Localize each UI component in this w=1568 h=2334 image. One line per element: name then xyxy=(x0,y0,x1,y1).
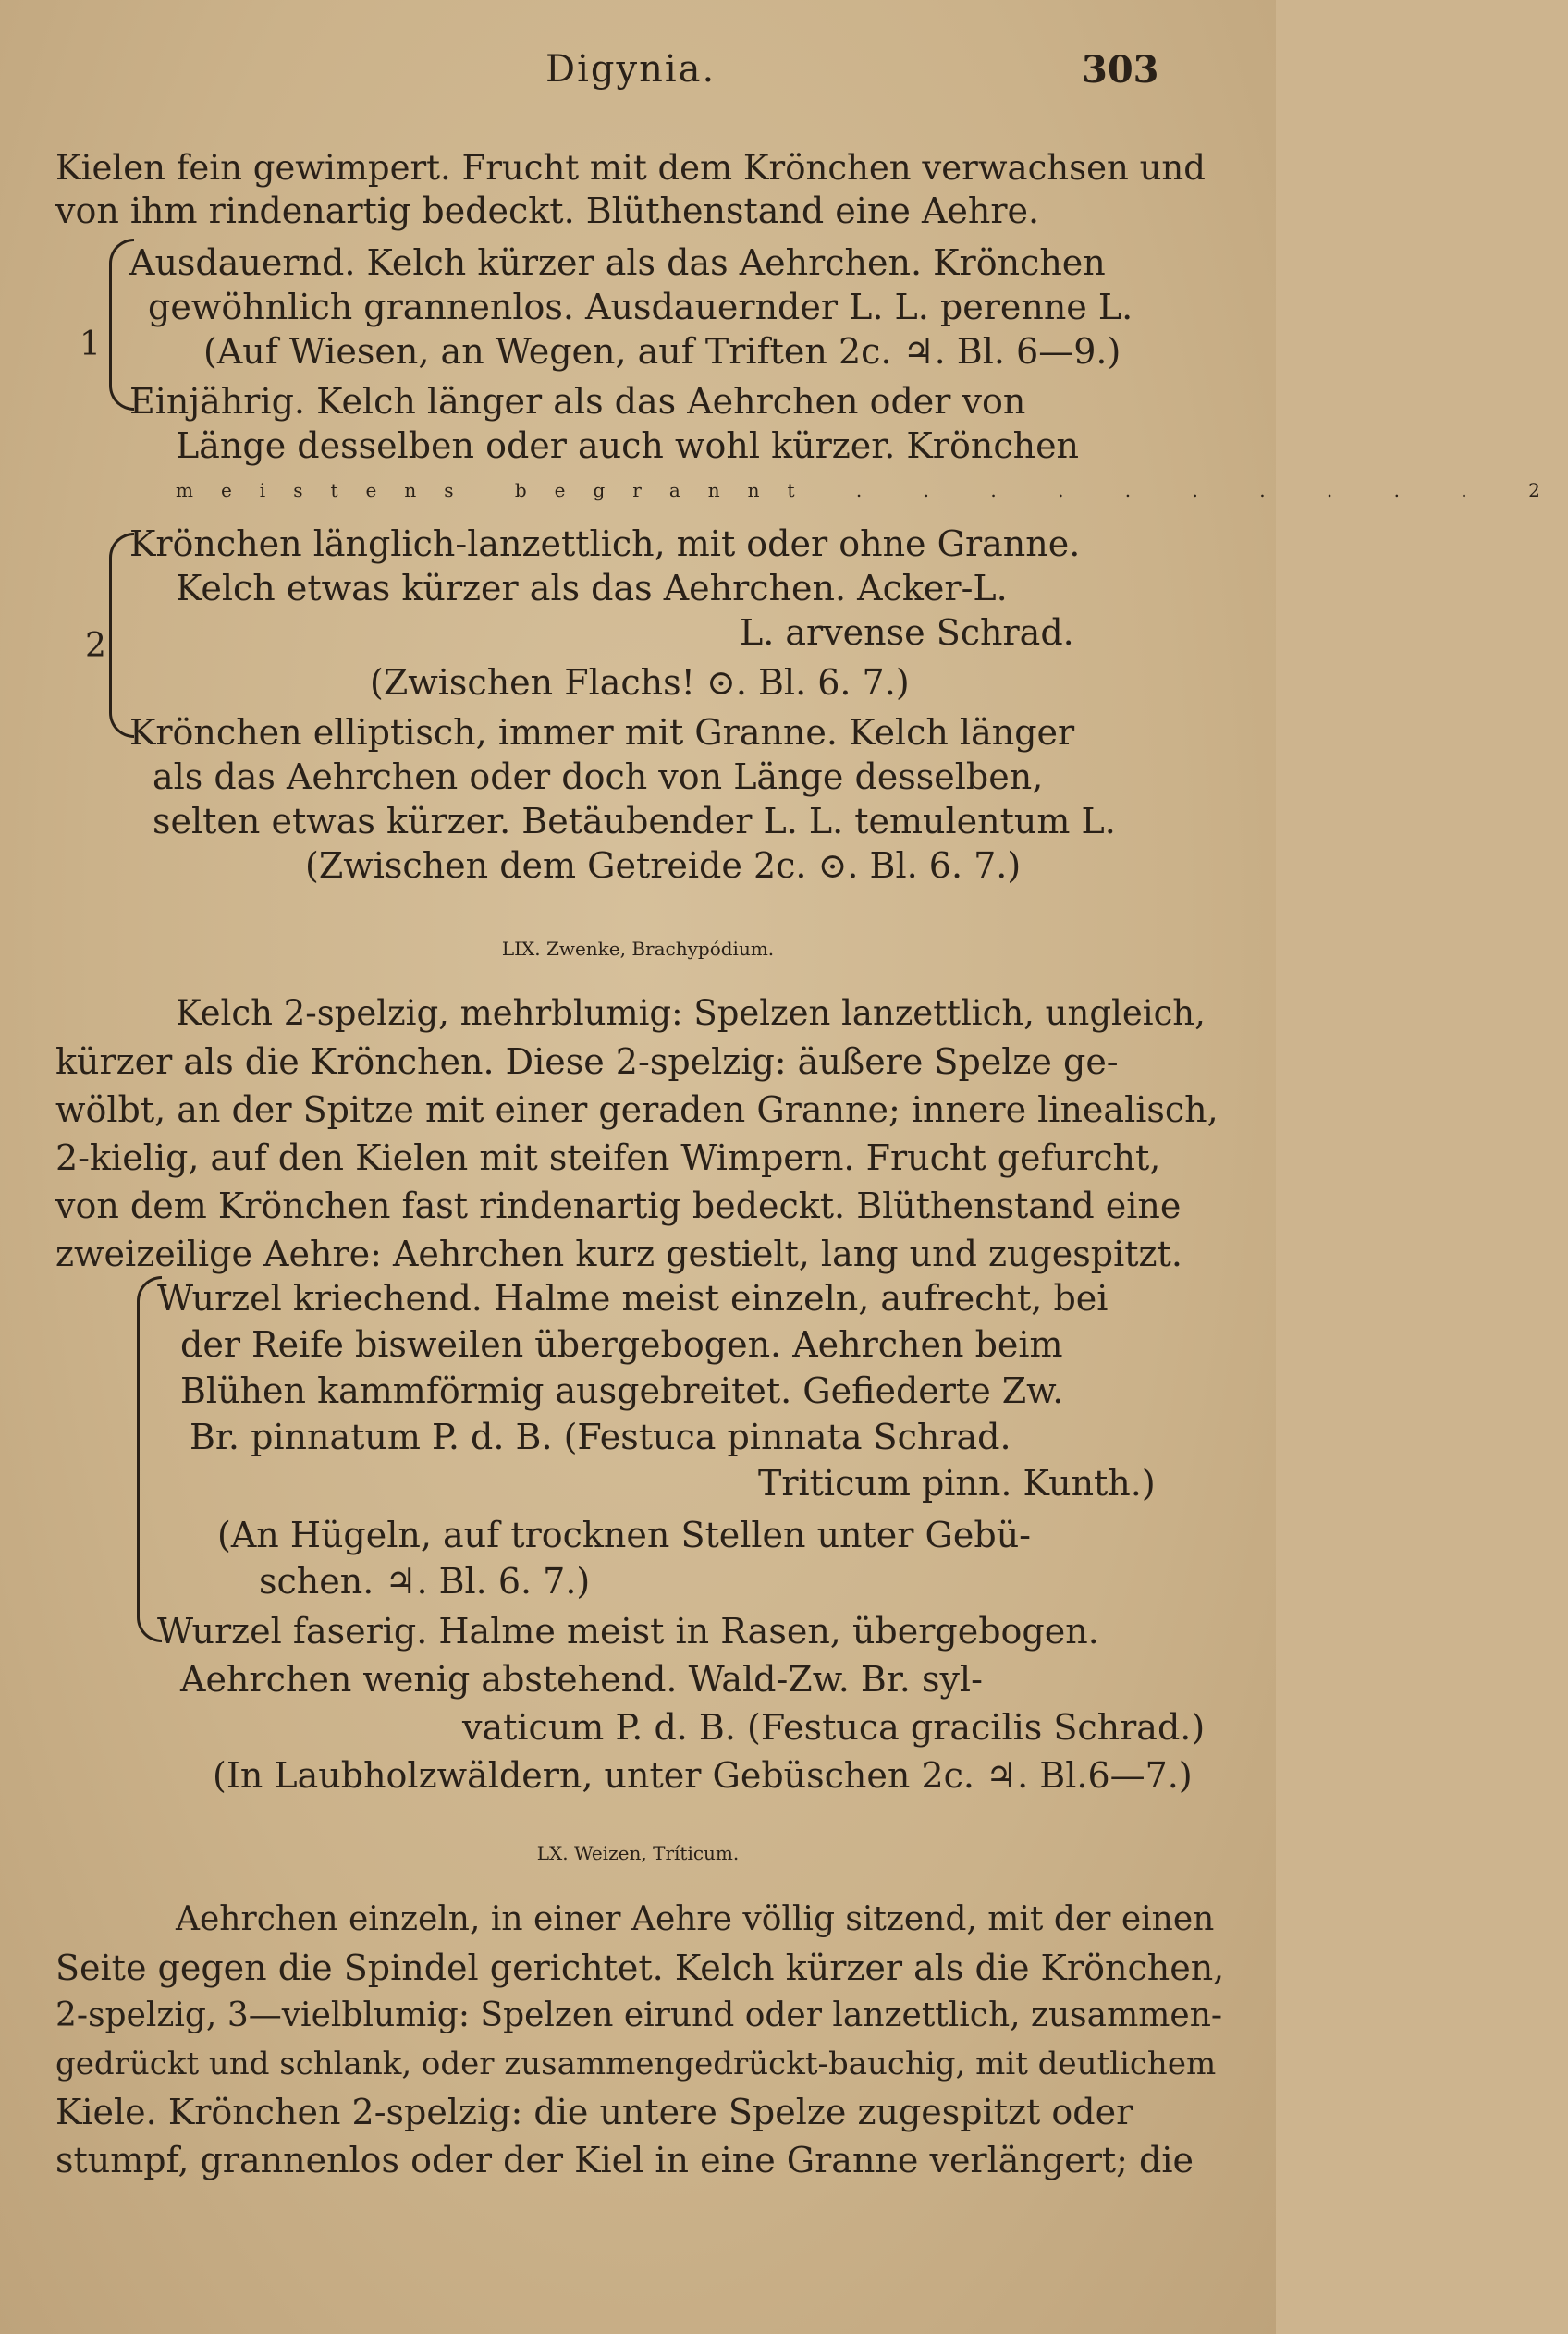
key-line: Krönchen elliptisch, immer mit Granne. Kelch länger xyxy=(129,712,1075,753)
key-line: Kelch etwas kürzer als das Aehrchen. Acker-L. xyxy=(176,568,1008,608)
text-line: Kelch 2-spelzig, mehrblumig: Spelzen lanzettlich, ungleich, xyxy=(176,993,1206,1033)
key-line: Blühen kammförmig ausgebreitet. Gefiederte Zw. xyxy=(180,1370,1064,1411)
text-line: Kielen fein gewimpert. Frucht mit dem Krönchen verwachsen und xyxy=(55,148,1206,188)
key-line: L. arvense Schrad. xyxy=(740,612,1074,653)
text-line: wölbt, an der Spitze mit einer geraden Granne; innere linealisch, xyxy=(55,1089,1219,1130)
key-line: (Auf Wiesen, an Wegen, auf Triften 2c. ♃. Bl. 6—9.) xyxy=(203,331,1121,372)
text-line: gedrückt und schlank, oder zusammengedrückt-bauchig, mit deutlichem xyxy=(55,2045,1217,2082)
key-line: Krönchen länglich-lanzettlich, mit oder ohne Granne. xyxy=(129,523,1081,564)
text-line: stumpf, grannenlos oder der Kiel in eine Granne verlängert; die xyxy=(55,2140,1194,2180)
key-line: selten etwas kürzer. Betäubender L. L. temulentum L. xyxy=(153,801,1116,841)
key-line: (Zwischen dem Getreide 2c. ⊙. Bl. 6. 7.) xyxy=(305,845,1022,886)
text-line: 2-kielig, auf den Kielen mit steifen Wimpern. Frucht gefurcht, xyxy=(55,1137,1161,1178)
key-line: Aehrchen wenig abstehend. Wald-Zw. Br. syl- xyxy=(180,1659,983,1700)
key-number: 1 xyxy=(80,326,101,363)
text-line: von dem Krönchen fast rindenartig bedeckt. Blüthenstand eine xyxy=(55,1185,1182,1226)
key-line: Ausdauernd. Kelch kürzer als das Aehrchen. Krönchen xyxy=(129,242,1106,283)
text-line: Seite gegen die Spindel gerichtet. Kelch kürzer als die Krönchen, xyxy=(55,1947,1225,1988)
key-line: vaticum P. d. B. (Festuca gracilis Schrad.) xyxy=(462,1707,1206,1748)
key-line: (An Hügeln, auf trocknen Stellen unter Gebü- xyxy=(217,1515,1032,1555)
key-brace xyxy=(137,1276,162,1642)
section-heading: LIX. Zwenke, Brachypódium. xyxy=(501,938,775,960)
key-line: (Zwischen Flachs! ⊙. Bl. 6. 7.) xyxy=(370,662,910,703)
key-line: als das Aehrchen oder doch von Länge desselben, xyxy=(153,756,1044,797)
page-number: 303 xyxy=(1082,48,1159,92)
key-line: Triticum pinn. Kunth.) xyxy=(758,1463,1156,1504)
key-line: der Reife bisweilen übergebogen. Aehrchen beim xyxy=(180,1324,1063,1365)
text-line: Aehrchen einzeln, in einer Aehre völlig sitzend, mit der einen xyxy=(176,1900,1215,1938)
text-line: zweizeilige Aehre: Aehrchen kurz gestielt, lang und zugespitzt. xyxy=(55,1234,1182,1274)
key-line: Länge desselben oder auch wohl kürzer. Krönchen xyxy=(176,425,1080,466)
text-line: 2-spelzig, 3—vielblumig: Spelzen eirund oder lanzettlich, zusammen- xyxy=(55,1996,1223,2034)
key-line: Wurzel faserig. Halme meist in Rasen, übergebogen. xyxy=(157,1611,1099,1652)
key-line: schen. ♃. Bl. 6. 7.) xyxy=(259,1561,591,1602)
text-line: von ihm rindenartig bedeckt. Blüthenstand eine Aehre. xyxy=(55,190,1040,231)
key-line: gewöhnlich grannenlos. Ausdauernder L. L. perenne L. xyxy=(148,287,1133,327)
text-line: kürzer als die Krönchen. Diese 2-spelzig: äußere Spelze ge- xyxy=(55,1041,1119,1082)
key-line: Wurzel kriechend. Halme meist einzeln, aufrecht, bei xyxy=(157,1278,1109,1319)
key-line: meistens begrannt . . . . . . . . . . 2 xyxy=(176,479,1568,501)
key-line: Br. pinnatum P. d. B. (Festuca pinnata Schrad. xyxy=(190,1417,1011,1457)
key-line: (In Laubholzwäldern, unter Gebüschen 2c. ♃. Bl.6—7.) xyxy=(213,1755,1193,1796)
key-number: 2 xyxy=(85,627,106,665)
text-line: Kiele. Krönchen 2-spelzig: die untere Spelze zugespitzt oder xyxy=(55,2092,1133,2132)
key-line: Einjährig. Kelch länger als das Aehrchen oder von xyxy=(129,381,1026,422)
running-head-title: Digynia. xyxy=(545,48,717,91)
section-heading: LX. Weizen, Tríticum. xyxy=(536,1842,740,1864)
